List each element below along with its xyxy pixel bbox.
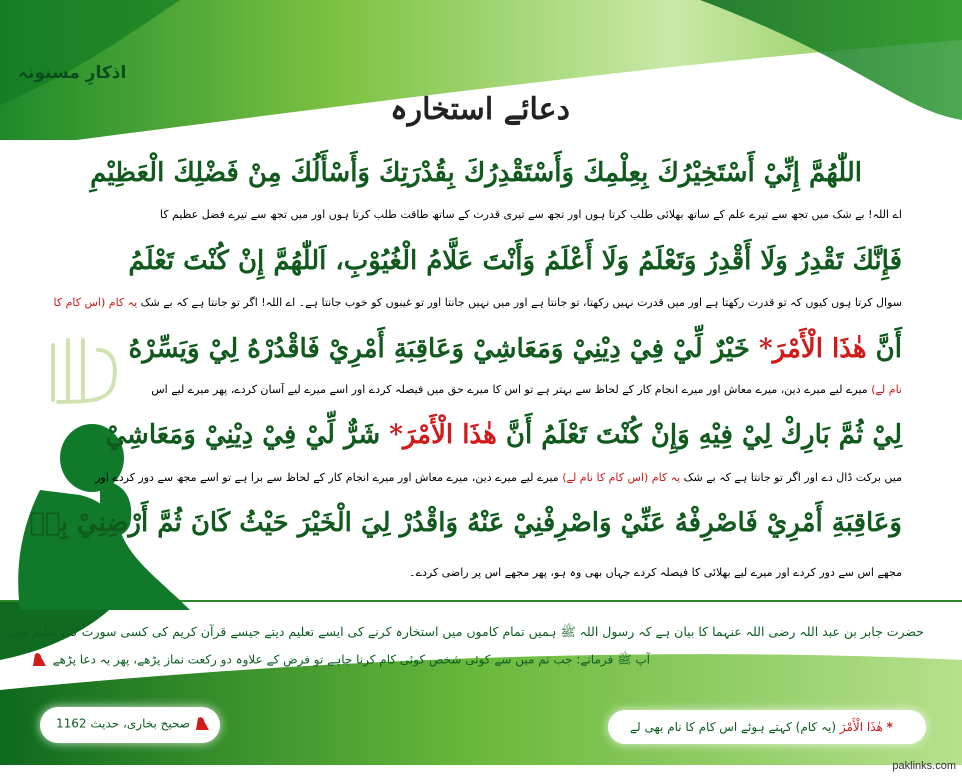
placeholder-highlight: هٰذَا الْأَمْرَ <box>772 334 867 364</box>
instruction-text: آپ ﷺ فرماتے: جب تم میں سے کوئی شخص کوئی کام کرنا چاہے تو فرض کے علاوہ دو رکعت نماز پڑھے، پھر یہ دعا پڑھے <box>52 652 650 667</box>
dua-arabic-line-3 <box>129 334 902 364</box>
tip-text: (یہ کام) کہتے ہوئے اس کام کا نام بھی لے <box>630 720 836 734</box>
dua-arabic-line-4 <box>105 420 902 450</box>
dua-urdu-line-1: اے اللہ! بے شک میں تجھ سے تیرے علم کے ساتھ بھلائی طلب کرتا ہوں اور تجھ سے تیری قدرت کے ساتھ طاقت طلب کرتا ہوں اور میں تجھ سے تیرے فضل عظیم کا <box>159 208 902 221</box>
dua-urdu-line-4 <box>95 471 902 484</box>
placeholder-highlight: هٰذَا الْأَمْرَ <box>839 720 883 734</box>
tip-note <box>630 720 893 734</box>
asterisk-icon: * <box>886 720 893 734</box>
urdu-text: میرے لیے میرے دین، میرے معاش اور میرے انجام کار کے لحاظ سے برا ہے تو اسے مجھ سے دور کردے اور <box>95 471 559 484</box>
placeholder-highlight: یہ کام (اس کام کا نام لے) <box>562 471 681 484</box>
allah-calligraphy-icon <box>38 330 128 415</box>
instruction-note <box>31 652 650 670</box>
source-text: صحیح بخاری، حدیث 1162 <box>56 716 190 731</box>
placeholder-highlight: نام لے) <box>871 383 902 396</box>
arabic-text: لِيْ ثُمَّ بَارِكْ لِيْ فِيْهِ وَإِنْ كُنْتَ تَعْلَمُ أَنَّ <box>505 420 902 450</box>
urdu-text: میں برکت ڈال دے اور اگر تو جانتا ہے کہ بے شک <box>683 471 902 484</box>
placeholder-highlight: هٰذَا الْأَمْرَ <box>402 420 497 450</box>
category-label: اذکارِ مسنونہ <box>18 63 127 83</box>
site-watermark: paklinks.com <box>892 760 956 772</box>
dua-arabic-line-2: فَإِنَّكَ تَقْدِرُ وَلَا أَقْدِرُ وَتَعْلَمُ وَلَا أَعْلَمُ وَأَنْتَ عَلَّامُ الْغُيُوْبِ، اَللّٰهُمَّ إِنْ كُنْتَ تَعْلَمُ <box>128 246 902 276</box>
praying-person-icon <box>194 716 212 732</box>
dua-urdu-line-3 <box>151 383 902 396</box>
urdu-text: میرے لیے میرے دین، میرے معاش اور میرے انجام کار کے لحاظ سے بہتر ہے تو اس کا میرے حق میں فیصلہ کردے اور اسے میرے لیے آسان کردے، پھر میرے لیے اس <box>151 383 868 396</box>
asterisk-icon: * <box>389 420 403 450</box>
praying-person-icon <box>31 652 49 668</box>
arabic-text: شَرٌّ لِّيْ فِيْ دِيْنِيْ وَمَعَاشِيْ <box>105 420 381 450</box>
dua-arabic-line-5: وَعَاقِبَةِ أَمْرِيْ فَاصْرِفْهُ عَنِّيْ وَاصْرِفْنِيْ عَنْهُ وَاقْدُرْ لِيَ الْخَيْرَ حَيْثُ كَانَ ثُمَّ أَرْضِنِيْ بِهٖ <box>29 508 902 538</box>
page-title: دعائے استخارہ <box>390 92 570 127</box>
arabic-text: أَنَّ <box>875 334 902 364</box>
asterisk-icon: * <box>759 334 773 364</box>
urdu-text: سوال کرتا ہوں کیوں کہ تو قدرت رکھتا ہے اور میں قدرت نہیں رکھتا، تو جانتا ہے اور میں نہیں جانتا اور تو غیبوں کو خوب جانتا ہے۔ اے اللہ! اگر تو جانتا ہے کہ بے شک <box>140 296 902 309</box>
dua-arabic-line-1: اللّٰهُمَّ إِنِّيْ أَسْتَخِيْرُكَ بِعِلْمِكَ وَأَسْتَقْدِرُكَ بِقُدْرَتِكَ وَأَسْأَلُكَ مِنْ فَضْلِكَ الْعَظِيْمِ <box>90 158 862 188</box>
dua-urdu-line-5: مجھے اس سے دور کردے اور میرے لیے بھلائی کا فیصلہ کردے جہاں بھی وہ ہو، پھر مجھے اس پر راضی کردے۔ <box>409 566 902 579</box>
dua-urdu-line-2 <box>54 296 903 309</box>
arabic-text: خَيْرٌ لِّيْ فِيْ دِيْنِيْ وَمَعَاشِيْ وَعَاقِبَةِ أَمْرِيْ فَاقْدُرْهُ لِيْ وَيَسِّرْهُ <box>128 334 750 364</box>
hadith-intro-note: حضرت جابر بن عبد اللہ رضی اللہ عنہما کا بیان ہے کہ رسول اللہ ﷺ ہمیں تمام کاموں میں استخارہ کرنے کی ایسے تعلیم دیتے جیسے قرآن کریم کی کسی سورت کی تعلیم دیتے۔ <box>0 624 924 639</box>
source-reference <box>56 716 212 732</box>
placeholder-highlight: یہ کام (اس کام کا <box>53 296 138 309</box>
